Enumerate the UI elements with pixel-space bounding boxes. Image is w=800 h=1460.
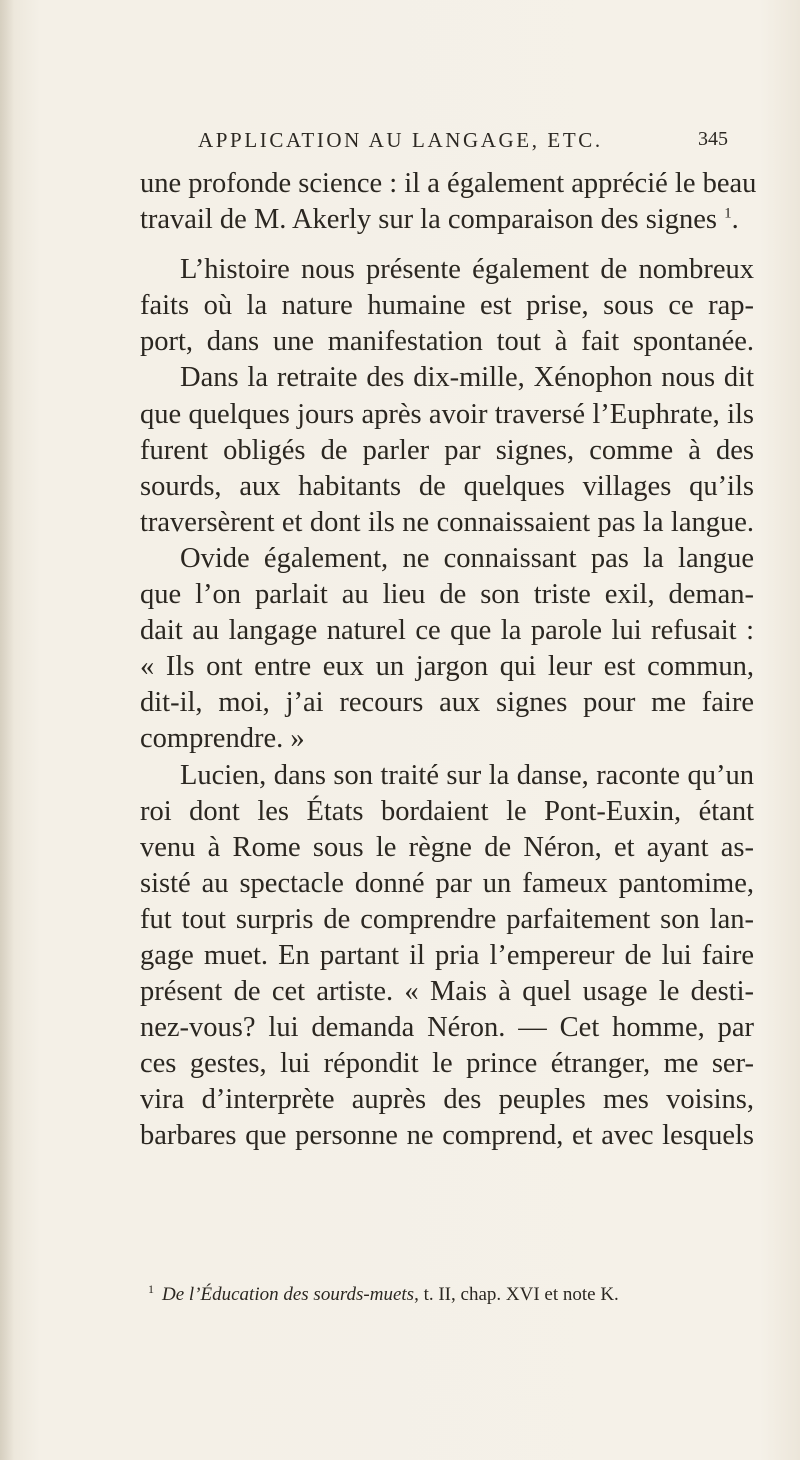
text-line: une profonde science : il a également apprécié le beau — [140, 168, 757, 199]
footnote — [148, 1281, 748, 1306]
text-line: L’histoire nous présente également de nombreux — [180, 254, 754, 286]
text-line: sourds, aux habitants de quelques villages qu’ils — [140, 470, 754, 502]
text-line: dit-il, moi, j’ai recours aux signes pour me faire — [140, 687, 754, 719]
text-line: dait au langage naturel ce que la parole lui refusait : — [140, 615, 754, 647]
paragraph-gap — [140, 238, 754, 252]
text-line: présent de cet artiste. « Mais à quel usage le desti- — [140, 976, 754, 1008]
text-line: port, dans une manifestation tout à fait spontanée. — [140, 326, 754, 358]
text-line: « Ils ont entre eux un jargon qui leur est commun, — [140, 651, 754, 683]
text-line: sisté au spectacle donné par un fameux pantomime, — [140, 867, 754, 899]
text-line: faits où la nature humaine est prise, sous ce rap- — [140, 290, 754, 322]
text-line: roi dont les États bordaient le Pont-Euxin, étant — [140, 795, 754, 827]
footnote-rest: , t. II, chap. XVI et note K. — [414, 1284, 619, 1305]
text-line: nez-vous? lui demanda Néron. — Cet homme, par — [140, 1012, 754, 1044]
text-line-content: travail de M. Akerly sur la comparaison des signes — [140, 204, 717, 236]
text-line: ces gestes, lui répondit le prince étranger, me ser- — [140, 1048, 754, 1080]
footnote-number: 1 — [148, 1281, 154, 1296]
text-line: venu à Rome sous le règne de Néron, et ayant as- — [140, 831, 754, 863]
text-line: fut tout surpris de comprendre parfaitement son lan- — [140, 903, 754, 935]
text-line: Lucien, dans son traité sur la danse, raconte qu’un — [180, 759, 754, 791]
text-line: vira d’interprète auprès des peuples mes voisins, — [140, 1084, 754, 1116]
page-edge-shadow — [0, 0, 14, 1460]
text-line: Dans la retraite des dix-mille, Xénophon nous dit — [180, 362, 754, 394]
page-header — [168, 128, 728, 162]
text-line: gage muet. En partant il pria l’empereur de lui faire — [140, 939, 754, 971]
footnote-marker-tail: . — [731, 204, 739, 236]
body-text — [140, 166, 757, 1155]
running-head: APPLICATION AU LANGAGE, ETC. — [198, 128, 603, 152]
footnote-title: De l’Éducation des sourds-muets — [162, 1284, 415, 1305]
text-line: que quelques jours après avoir traversé l’Euphrate, ils — [140, 398, 754, 430]
text-line: furent obligés de parler par signes, comme à des — [140, 434, 754, 466]
text-line: traversèrent et dont ils ne connaissaient pas la langue. — [140, 506, 754, 538]
page-number: 345 — [698, 128, 728, 150]
footnote-marker: 1 — [724, 205, 732, 222]
text-line: barbares que personne ne comprend, et avec lesquels — [140, 1120, 754, 1152]
text-line: Ovide également, ne connaissant pas la langue — [180, 542, 754, 574]
text-line: que l’on parlait au lieu de son triste exil, deman- — [140, 579, 754, 611]
text-line: comprendre. » — [140, 723, 305, 755]
text-line — [140, 202, 754, 238]
